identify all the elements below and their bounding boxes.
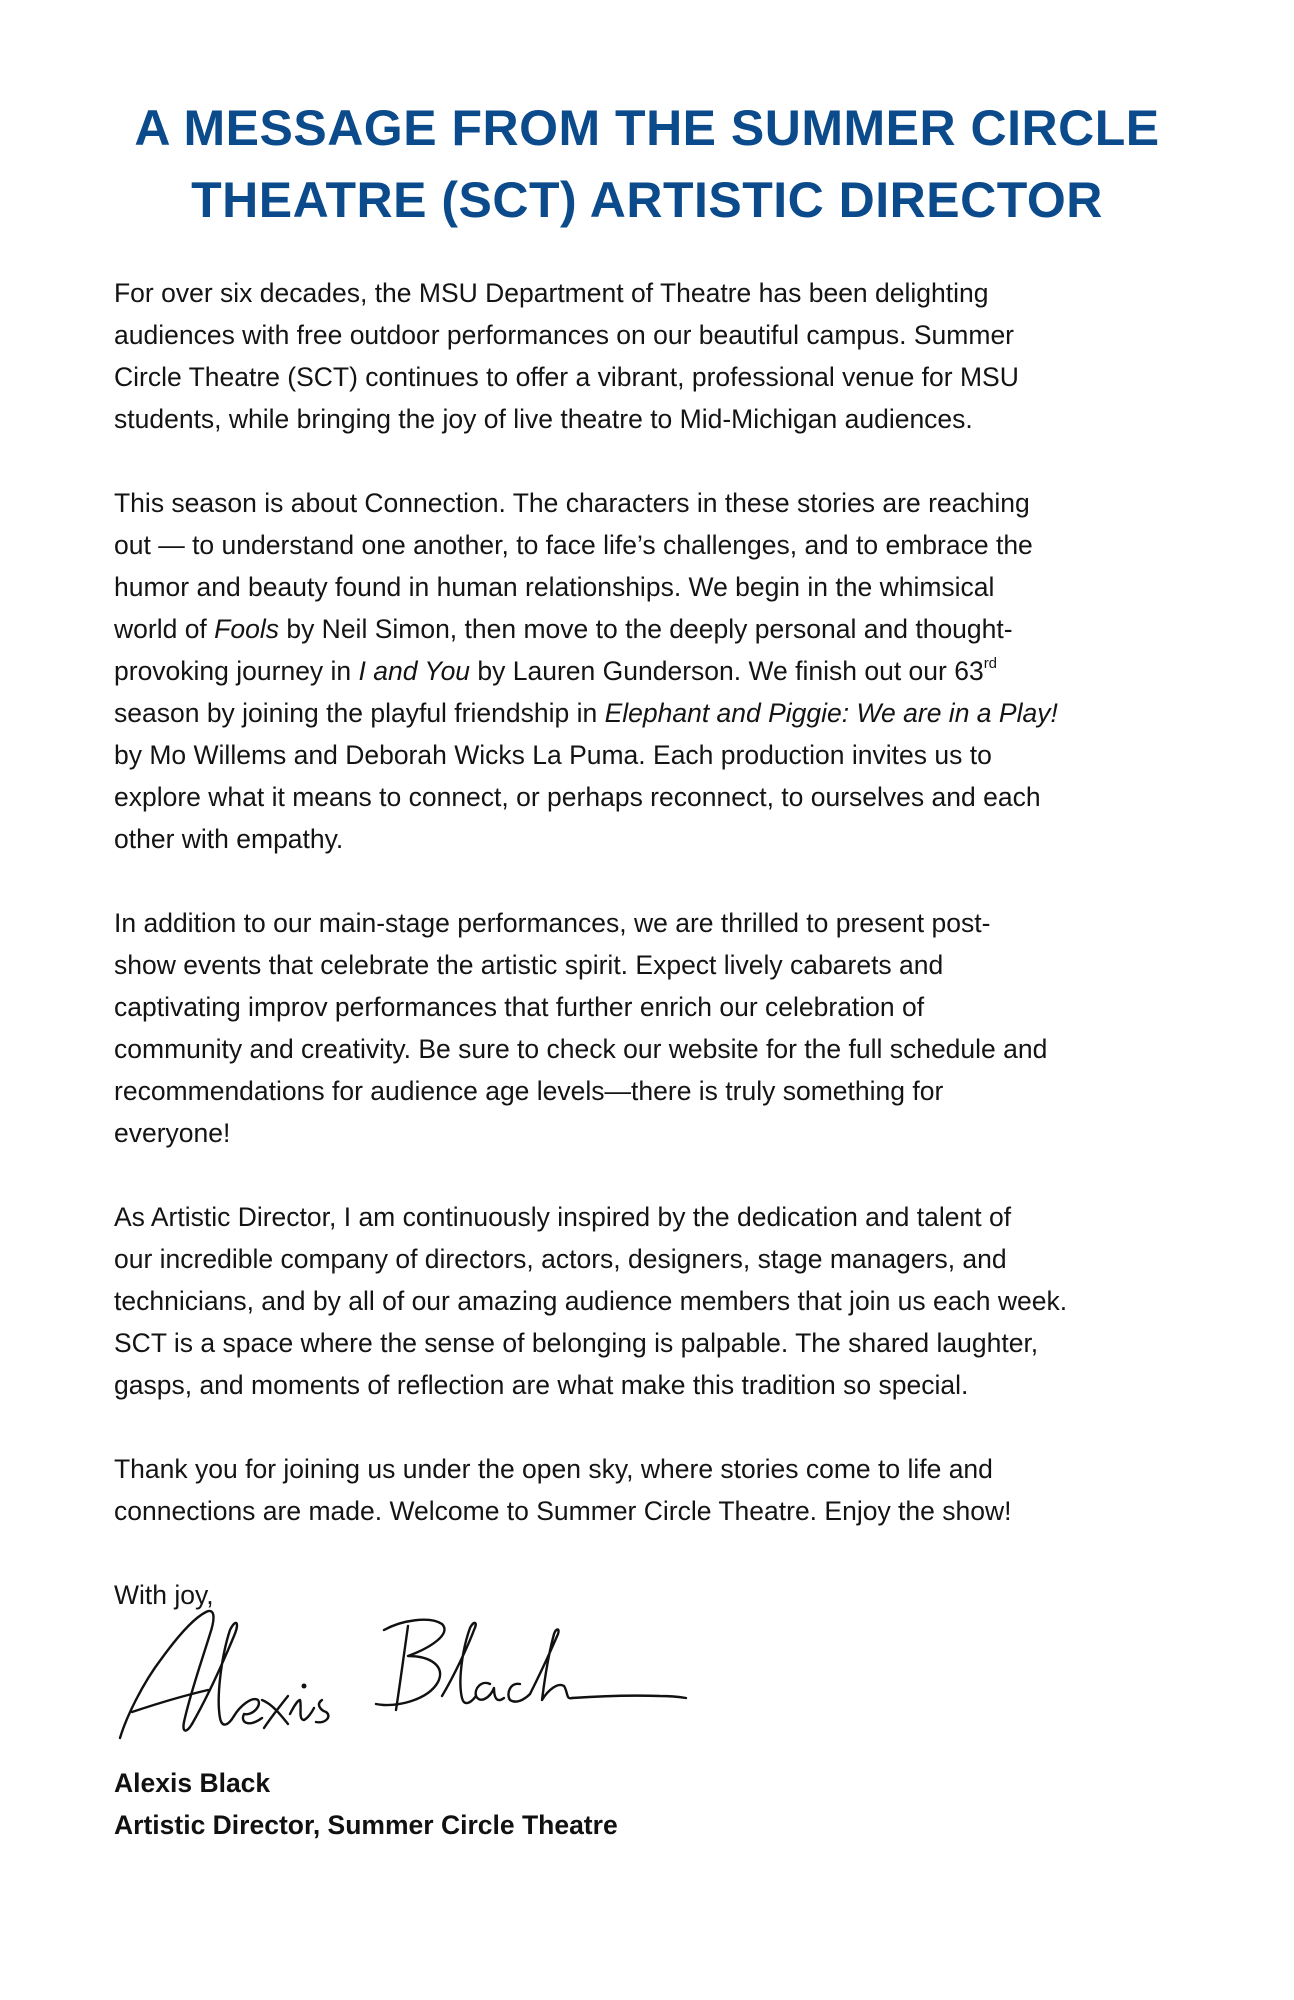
play-title-i-and-you: I and You [358,656,471,686]
text-line: humor and beauty found in human relationships. We begin in the whimsical [114,572,995,602]
text-fragment: provoking journey in [114,656,359,686]
handwritten-signature [112,1600,702,1750]
text-fragment: season by joining the playful friendship in [114,698,605,728]
paragraph-intro [114,272,1204,440]
text-line: students, while bringing the joy of live theatre to Mid-Michigan audiences. [114,404,973,434]
text-line: everyone! [114,1118,231,1148]
text-line: Circle Theatre (SCT) continues to offer a vibrant, professional venue for MSU [114,362,1019,392]
text-line [114,608,1204,650]
paragraph-gratitude [114,1196,1204,1406]
text-line: explore what it means to connect, or perhaps reconnect, to ourselves and each [114,782,1041,812]
text-fragment: by Neil Simon, then move to the deeply personal and thought- [278,614,1013,644]
letter-body [114,272,1204,1616]
ordinal-superscript: rd [983,655,998,672]
text-line: audiences with free outdoor performances on our beautiful campus. Summer [114,320,1015,350]
paragraph-events [114,902,1204,1154]
text-line: This season is about Connection. The characters in these stories are reaching [114,488,1030,518]
text-fragment: by Lauren Gunderson. We finish out our 63 [470,656,984,686]
title-line-1: A MESSAGE FROM THE SUMMER CIRCLE [134,100,1160,156]
text-line: show events that celebrate the artistic spirit. Expect lively cabarets and [114,950,944,980]
text-line [114,692,1204,734]
text-line: In addition to our main-stage performances, we are thrilled to present post- [114,908,991,938]
text-line: our incredible company of directors, actors, designers, stage managers, and [114,1244,1007,1274]
text-line: For over six decades, the MSU Department of Theatre has been delighting [114,278,989,308]
signatory-name: Alexis Black [114,1768,271,1798]
text-line: technicians, and by all of our amazing audience members that join us each week. [114,1286,1068,1316]
text-line: by Mo Willems and Deborah Wicks La Puma. Each production invites us to [114,740,992,770]
text-line: out — to understand one another, to face life’s challenges, and to embrace the [114,530,1033,560]
text-line: recommendations for audience age levels—there is truly something for [114,1076,944,1106]
paragraph-season [114,482,1204,860]
page-title [80,92,1214,236]
closing-salutation: With joy, [114,1580,214,1610]
paragraph-welcome [114,1448,1204,1532]
title-line-2: THEATRE (SCT) ARTISTIC DIRECTOR [191,172,1103,228]
text-line [114,650,1204,692]
text-line: captivating improv performances that further enrich our celebration of [114,992,925,1022]
text-line: As Artistic Director, I am continuously inspired by the dedication and talent of [114,1202,1012,1232]
text-line: community and creativity. Be sure to check our website for the full schedule and [114,1034,1048,1064]
text-line: Thank you for joining us under the open sky, where stories come to life and [114,1454,993,1484]
text-line: other with empathy. [114,824,344,854]
play-title-fools: Fools [214,614,279,644]
play-title-elephant-and-piggie: Elephant and Piggie: We are in a Play! [604,698,1058,728]
text-line: connections are made. Welcome to Summer Circle Theatre. Enjoy the show! [114,1496,1012,1526]
text-line: gasps, and moments of reflection are what make this tradition so special. [114,1370,969,1400]
text-fragment: world of [114,614,215,644]
signatory-title: Artistic Director, Summer Circle Theatre [114,1810,618,1840]
text-line: SCT is a space where the sense of belonging is palpable. The shared laughter, [114,1328,1039,1358]
